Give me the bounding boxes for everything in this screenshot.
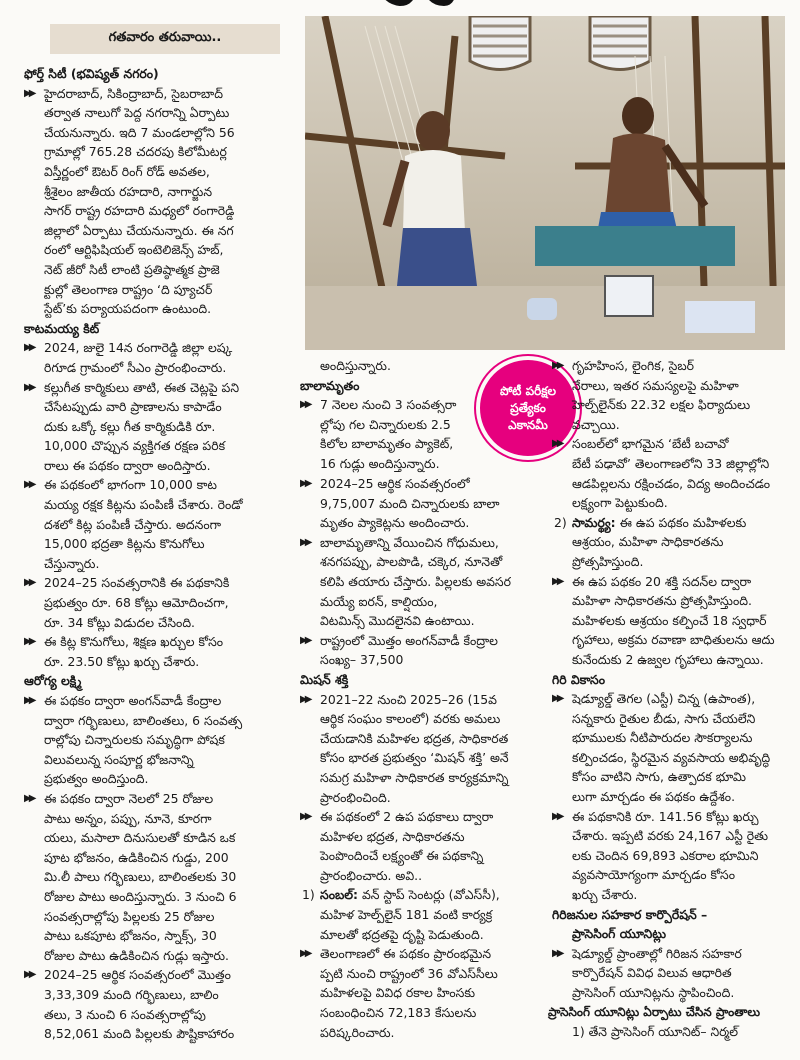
bullet-tr-1: ▶▶ షెడ్యూల్డ్ ప్రాంతాల్లో గిరిజన సహకార కార్పొరేషన్ వివిధ విలువ ఆధారిత ప్రాసెసింగ్ యూనిట్లను స్థాపించింది. xyxy=(552,945,742,1000)
bullet-arrow-icon: ▶▶ xyxy=(300,536,310,548)
bullet-fourth-city: ▶▶ హైదరాబాద్, సికింద్రాబాద్, సైబరాబాద్ తర్వాత నాలుగో పెద్ద నగరాన్ని ఏర్పాటు చేయనున్నారు. ఇది 7 మండలాల్లోని 56 గ్రామాల్లో 765.28 చదరపు కిలోమీటర్ల విస్తీర్ణంలో ఔటర్ రింగ్ రోడ్ అవతల, శ్రీశైలం జాతీయ రహదారి, నాగార్జున సాగర్ రాష్ట్ర రహదారి మధ్యలో రంగారెడ్డి జిల్లాలో ఏర్పాటు చేయనున్నారు. ఈ నగ రంలో ఆర్టిఫిషియల్ ఇంటెలిజెన్స్ హబ్, నెట్ జీరో సిటీ లాంటి ప్రతిష్ఠాత్మక ప్రాజె క్టుల్లో తెలంగాణ రాష్ట్రం ‘ది ప్యూచర్ స్టేట్’కు పర్యాయపదంగా ఉంటుంది. xyxy=(24,85,235,317)
bullet-bm-3: ▶▶ బాలామృతాన్ని వేయించిన గోధుమలు, శనగపప్పు, పాలపొడి, చక్కెర, నూనెతో కలిపి తయారు చేస్తారు. పిల్లలకు అవసర మయ్యే ఐరన్, కాల్షియం, విటమిన్స్ మొదలైనవి ఉంటాయి. xyxy=(300,534,511,629)
heading-giri-vikasam: గిరి వికాసం xyxy=(552,671,606,687)
previous-week-banner: గతవారం తరువాయి.. xyxy=(50,24,280,54)
bullet-bm-4: ▶▶ రాష్ట్రంలో మొత్తం అంగన్‌వాడీ కేంద్రాల సంఖ్య– 37,500 xyxy=(300,632,498,668)
bullet-arrow-icon: ▶▶ xyxy=(300,478,310,489)
unit-item-1: 1) తేనె ప్రాసెసింగ్ యూనిట్– నిర్మల్ xyxy=(572,1024,739,1040)
bullet-gv-1: ▶▶ షెడ్యూల్డ్ తెగల (ఎస్టీ) చిన్న (ఉపాంత), సన్నకారు రైతుల బీడు, సాగు చేయలేని భూములకు నీటిపారుదల సౌకర్యాలను కల్పించడం, స్థిరమైన వ్యవసాయ అభివృద్ధి కోసం వాటిని సాగు, ఉత్పాదక భూమి లుగా మార్చడం ఈ పథకం ఉద్దేశం. xyxy=(552,691,771,805)
bullet-arrow-icon: ▶▶ xyxy=(300,693,310,705)
heading-fourth-city: ఫోర్త్ సిటీ (భవిష్యత్ నగరం) xyxy=(24,66,159,81)
bullet-arrow-icon: ▶▶ xyxy=(24,342,34,354)
bullet-arrow-icon: ▶▶ xyxy=(24,695,34,706)
headline-fragment xyxy=(372,0,456,10)
bullet-c3-3: ▶▶ ఈ ఉప పథకం 20 శక్తి సదన్‌ల ద్వారా మహిళా సాధికారతను ప్రోత్సహిస్తుంది. మహిళలకు ఆశ్రయం కల్పించే 18 స్వధార్ గృహాలు, అక్రమ రవాణా బాధితులను ఆదు కునేందుకు 2 ఉజ్వల గృహాలు ఉన్నాయి. xyxy=(552,573,775,667)
bullet-arrow-icon: ▶▶ xyxy=(300,948,310,960)
bullet-arrow-icon: ▶▶ xyxy=(24,479,34,491)
column-1 xyxy=(24,64,288,1044)
continuation-text: అందిస్తున్నారు. xyxy=(320,358,391,373)
heading-tribal-corp-line2: ప్రాసెసింగ్ యూనిట్లు xyxy=(572,926,667,942)
bullet-arrow-icon: ▶▶ xyxy=(24,381,34,393)
bullet-arrow-icon: ▶▶ xyxy=(24,87,34,99)
bullet-arrow-icon: ▶▶ xyxy=(300,399,310,411)
numbered-samarthya: 2) సామర్థ్య: ఈ ఉప పథకం మహిళలకు ఆశ్రయం, మహిళా సాధికారతను ప్రోత్సహిస్తుంది. xyxy=(554,514,747,569)
bullet-arrow-icon: ▶▶ xyxy=(24,792,34,804)
heading-katamayya-kit: కాటమయ్య కిట్ xyxy=(24,320,100,336)
bullet-ms-1: ▶▶ 2021–22 నుంచి 2025–26 (15వ ఆర్థిక సంఘం కాలంలో) వరకు అమలు చేయడానికి మహిళల భద్రత, సాధికారత కోసం భారత ప్రభుత్వం ‘మిషన్ శక్తి’ అనే సమగ్ర మహిళా సాధికారత కార్యక్రమాన్ని ప్రారంభించింది. xyxy=(300,691,509,805)
bullet-arrow-icon: ▶▶ xyxy=(552,810,562,822)
column-2-wide xyxy=(300,474,546,1042)
bullet-c3-2: ▶▶ సంబల్‌లో భాగమైన ‘బేటీ బచావో బేటీ పఢావో’ తెలంగాణలోని 33 జిల్లాల్లోని ఆడపిల్లలను రక్షించడం, విద్య అందించడం లక్ష్యంగా పెట్టుకుంది. xyxy=(552,436,771,511)
bullet-al-3: ▶▶ 2024–25 ఆర్థిక సంవత్సరంలో మొత్తం 3,33,309 మంది గర్భిణులు, బాలిం తలు, 3 నుంచి 6 సంవత్సరాల్లోపు 8,52,061 మంది పిల్లలకు పౌష్టికాహారం xyxy=(24,967,235,1042)
heading-tribal-corp-line1: గిరిజనుల సహకార కార్పొరేషన్ – xyxy=(552,906,708,922)
competitive-exams-badge: పోటీ పరీక్షల ప్రత్యేకం ఎకానమీ xyxy=(476,356,580,460)
bullet-arrow-icon: ▶▶ xyxy=(300,634,310,646)
bullet-arrow-icon: ▶▶ xyxy=(24,969,34,981)
bullet-arrow-icon: ▶▶ xyxy=(300,811,310,823)
bullet-bm-2: ▶▶ 2024–25 ఆర్థిక సంవత్సరంలో 9,75,007 మంది చిన్నారులకు బాలా మృతం ప్యాకెట్లను అందించారు. xyxy=(300,476,500,531)
bullet-c3-1: ▶▶ గృహహింస, లైంగిక, సైబర్ నేరాలు, ఇతర సమస్యలపై మహిళా హెల్ప్‌లైన్‌కు 22.32 లక్షల ఫిర్యాదులు వచ్చాయి. xyxy=(552,358,751,432)
bullet-bm-1: ▶▶ 7 నెలల నుంచి 3 సంవత్సరా ల్లోపు గల చిన్నారులకు 2.5 కిలోల బాలామృతం ప్యాకెట్, 16 గుడ్లు అందిస్తున్నారు. xyxy=(300,397,457,471)
bullet-gv-2: ▶▶ ఈ పథకానికి రూ. 141.56 కోట్లు ఖర్చు చేశారు. ఇప్పటి వరకు 24,167 ఎస్టీ రైతు లకు చెందిన 69,893 ఎకరాల భూమిని వ్యవసాయోగ్యంగా మార్చడం కోసం ఖర్చు చేశారు. xyxy=(552,808,769,903)
bullet-al-2: ▶▶ ఈ పథకం ద్వారా నెలలో 25 రోజుల పాటు అన్నం, పప్పు, నూనె, కూరగా యలు, మసాలా దినుసులతో కూడిన ఒక పూట భోజనం, ఉడికించిన గుడ్డు, 200 మి.లీ పాలు గర్భిణులు, బాలింతలకు 30 రోజుల పాటు అందిస్తున్నారు. 3 నుంచి 6 సంవత్సరాల్లోపు పిల్లలకు 25 రోజుల పాటు ఒకపూట భోజనం, స్నాక్స్, 30 రోజుల పాటు ఉడికించిన గుడ్లు ఇస్తారు. xyxy=(24,790,237,963)
bullet-arrow-icon: ▶▶ xyxy=(24,636,34,648)
numbered-sambal: 1) సంబల్: వన్ స్టాప్ సెంటర్లు (వోఎస్‌సీ), మహిళ హెల్ప్‌లైన్ 181 వంటి కార్యక్ర మాలతో భద్రతపై దృష్టి పెడుతుంది. xyxy=(302,887,500,942)
column-2 xyxy=(300,356,490,474)
column-3 xyxy=(548,356,788,1042)
bullet-km-3: ▶▶ ఈ పథకంలో భాగంగా 10,000 కాట మయ్య రక్షక కిట్లను పంపిణీ చేశారు. రెండో దశలో కిట్ల పంపిణీ చేస్తారు. అదనంగా 15,000 భద్రతా కిట్లను కొనుగోలు చేస్తున్నారు. xyxy=(24,477,243,571)
bullet-arrow-icon: ▶▶ xyxy=(552,947,562,959)
bullet-arrow-icon: ▶▶ xyxy=(552,575,562,587)
bullet-arrow-icon: ▶▶ xyxy=(552,360,562,371)
bullet-al-1: ▶▶ ఈ పథకం ద్వారా అంగన్‌వాడీ కేంద్రాల ద్వారా గర్భిణులు, బాలింతలు, 6 సంవత్స రాల్లోపు చిన్నారులకు సమృద్ధిగా పోషక విలువలున్న సంపూర్ణ భోజనాన్ని ప్రభుత్వం అందిస్తుంది. xyxy=(24,693,243,787)
bullet-arrow-icon: ▶▶ xyxy=(24,577,34,589)
bullet-arrow-icon: ▶▶ xyxy=(552,693,562,705)
bullet-km-1: ▶▶ 2024, జులై 14న రంగారెడ్డి జిల్లా లష్క రిగూడ గ్రామంలో సీఎం ప్రారంభించారు. xyxy=(24,340,233,375)
heading-balamrutham: బాలామృతం xyxy=(300,377,360,393)
bullet-km-2: ▶▶ కల్లుగీత కార్మికులు తాటి, ఈత చెట్లపై పని చేసేటప్పుడు వారి ప్రాణాలను కాపాడేం దుకు ఒక్కో కల్లు గీత కార్మికుడికి రూ. 10,000 చొప్పున వ్యక్తిగత రక్షణ పరిక రాలు ఈ పథకం ద్వారా అందిస్తారు. xyxy=(24,379,240,473)
weavers-photo xyxy=(305,16,785,350)
heading-mission-shakti: మిషన్ శక్తి xyxy=(300,671,349,687)
bullet-km-5: ▶▶ ఈ కిట్ల కొనుగోలు, శిక్షణ ఖర్చుల కోసం రూ. 23.50 కోట్లు ఖర్చు చేశారు. xyxy=(24,634,224,669)
bullet-km-4: ▶▶ 2024–25 సంవత్సరానికి ఈ పథకానికి ప్రభుత్వం రూ. 68 కోట్లు ఆమోదించగా, రూ. 34 కోట్లు విడుదల చేసింది. xyxy=(24,575,230,630)
heading-arogya-lakshmi: ఆరోగ్య లక్ష్మి xyxy=(24,673,82,689)
heading-processing-units: ప్రాసెసింగ్ యూనిట్లు ఏర్పాటు చేసిన ప్రాంతాలు xyxy=(548,1004,761,1019)
bullet-arrow-icon: ▶▶ xyxy=(552,438,562,450)
bullet-ms-3: ▶▶ తెలంగాణలో ఈ పథకం ప్రారంభమైన ప్పటి నుంచి రాష్ట్రంలో 36 వోఎస్‌సీలు మహిళలపై వివిధ రకాల హింసకు సంబంధించిన 72,183 కేసులను పరిష్కరించారు. xyxy=(300,946,498,1040)
bullet-ms-2: ▶▶ ఈ పథకంలో 2 ఉప పథకాలు ద్వారా మహిళల భద్రత, సాధికారతను పెంపొందించే లక్ష్యంతో ఈ పథకాన్ని ప్రారంభించారు. అవి.. xyxy=(300,809,494,883)
